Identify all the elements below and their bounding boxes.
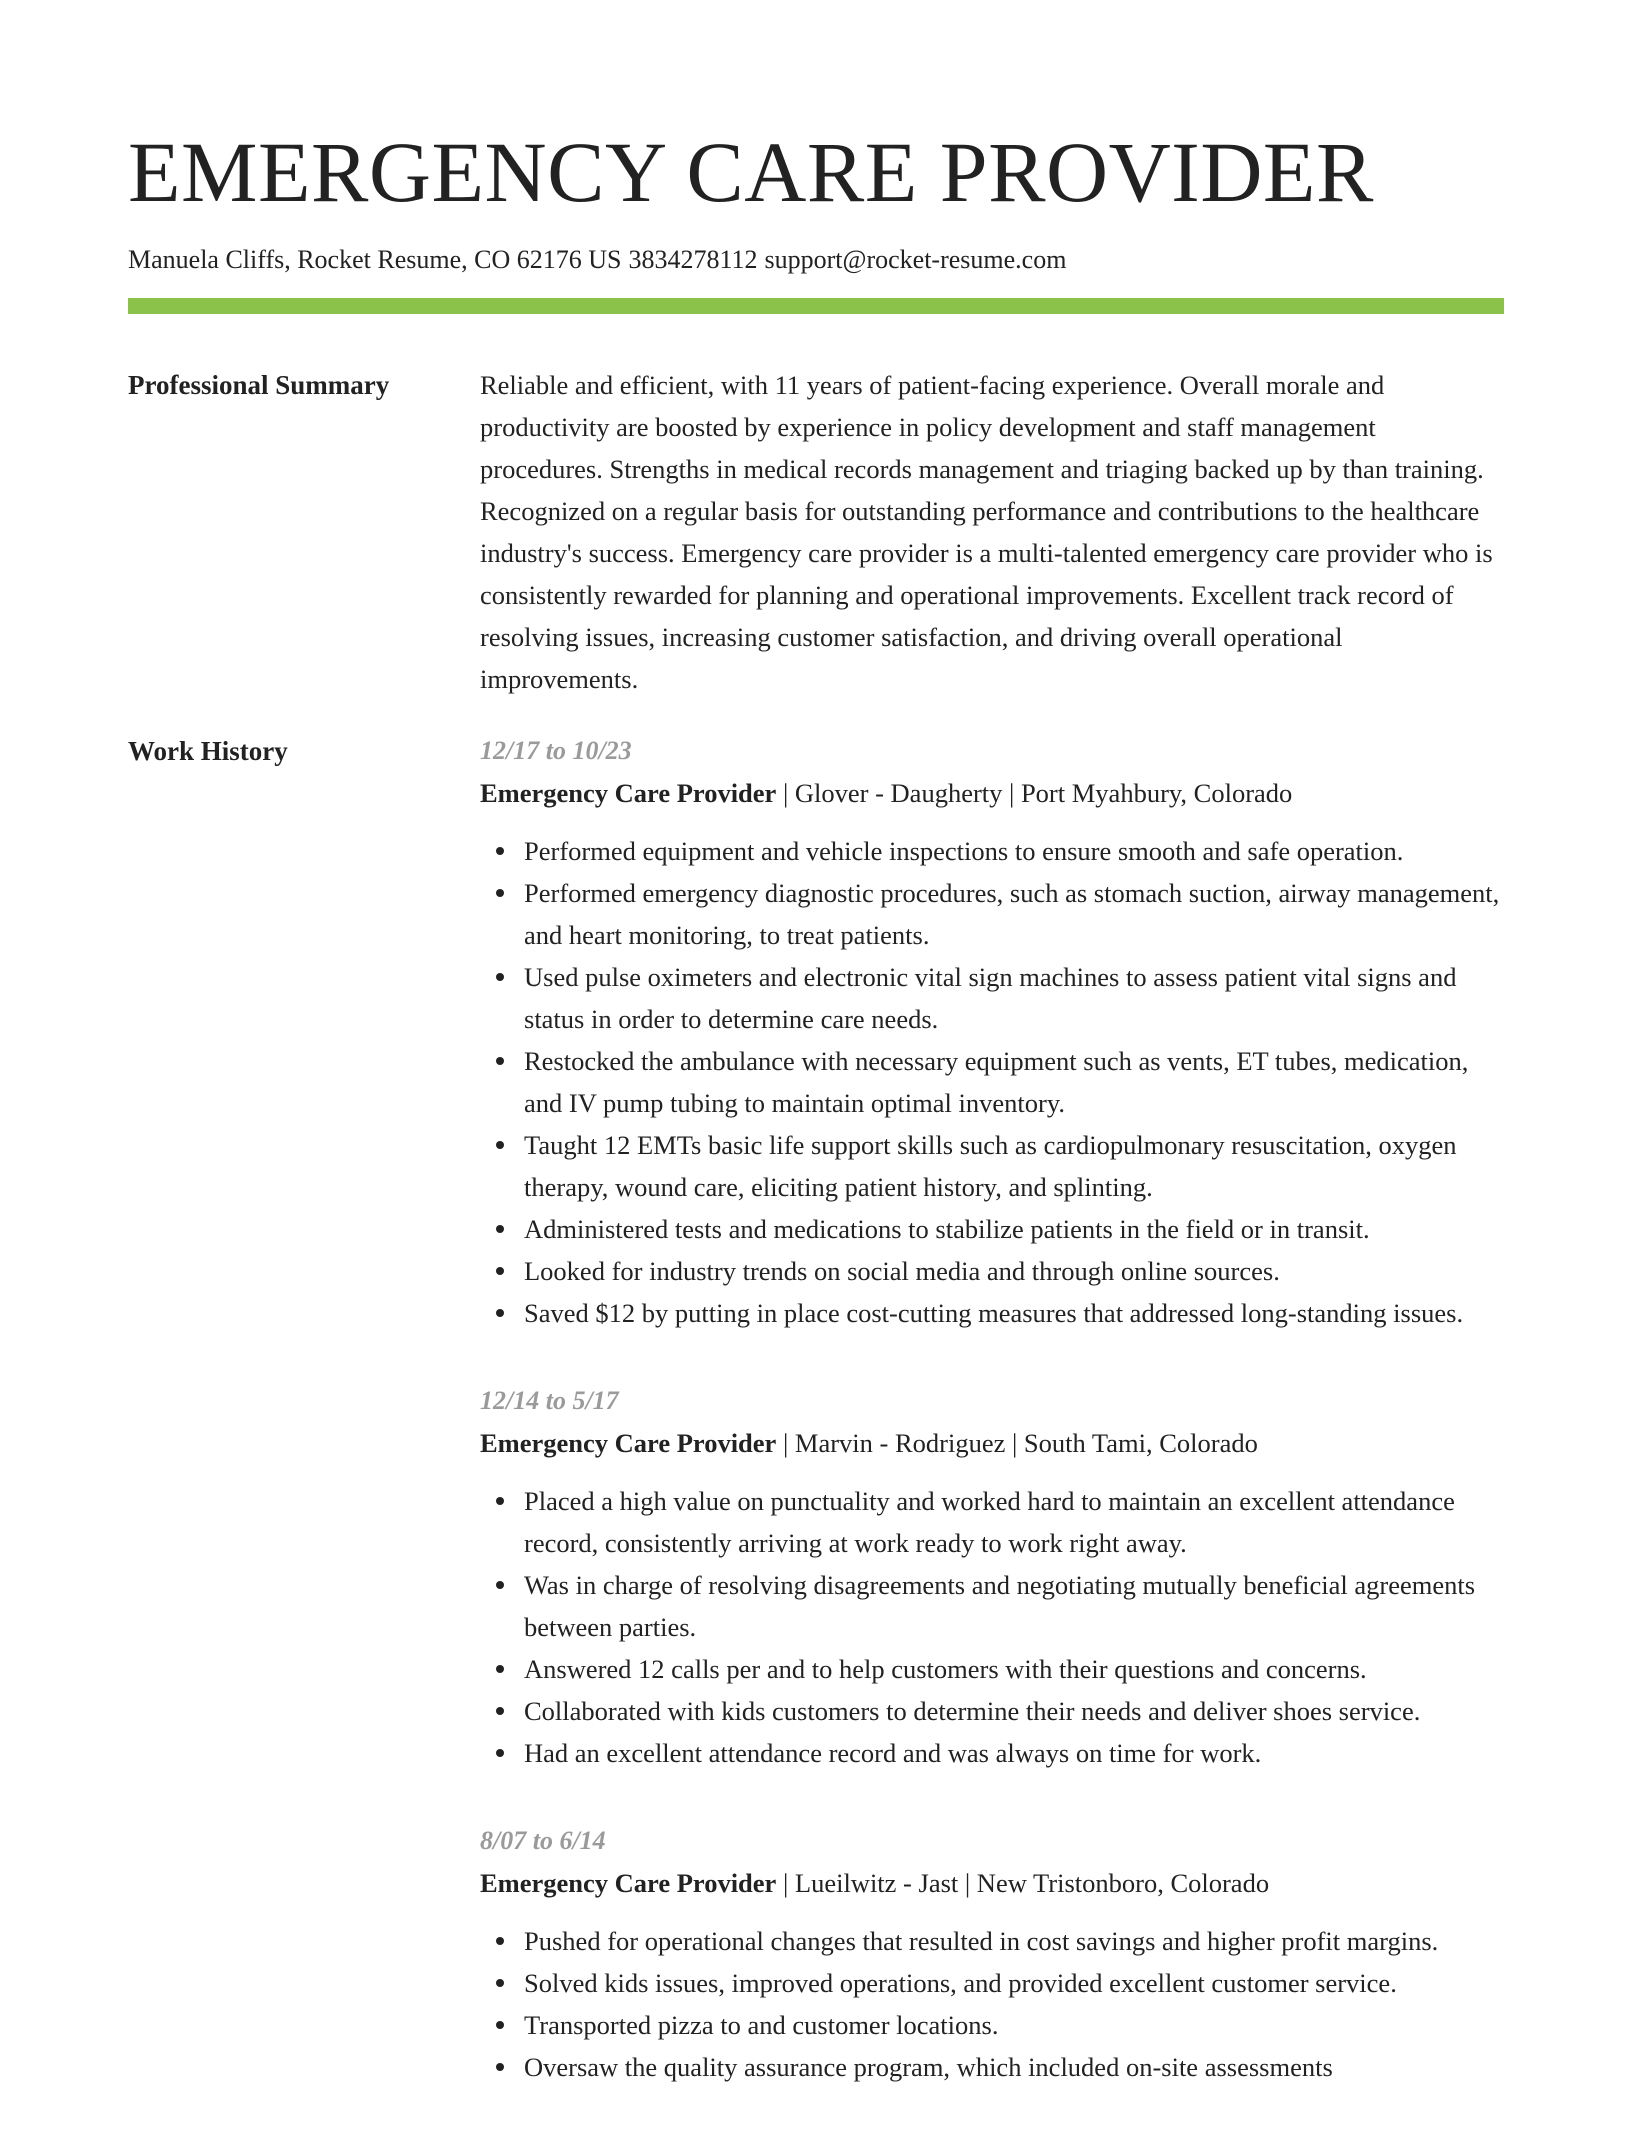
- job-employer-location: | Marvin - Rodriguez | South Tami, Colorado: [776, 1428, 1258, 1458]
- job-title: Emergency Care Provider: [480, 778, 777, 808]
- job-bullet: Performed equipment and vehicle inspections to ensure smooth and safe operation.: [524, 830, 1504, 872]
- job-bullet: Looked for industry trends on social media and through online sources.: [524, 1250, 1504, 1292]
- job-bullet: Restocked the ambulance with necessary equipment such as vents, ET tubes, medication, and IV pump tubing to maintain optimal inventory.: [524, 1040, 1504, 1124]
- job-bullet: Placed a high value on punctuality and worked hard to maintain an excellent attendance record, consistently arriving at work ready to work right away.: [524, 1480, 1504, 1564]
- job-bullet: Had an excellent attendance record and was always on time for work.: [524, 1732, 1504, 1774]
- job-bullet-list: [480, 1480, 1504, 1774]
- contact-email: support@rocket-resume.com: [764, 245, 1067, 274]
- contact-line: [128, 244, 1504, 276]
- job-entry: [480, 1380, 1504, 1774]
- job-dates: 8/07 to 6/14: [480, 1826, 606, 1855]
- job-title: Emergency Care Provider: [480, 1868, 777, 1898]
- job-heading: [480, 1422, 1504, 1464]
- job-bullet: Solved kids issues, improved operations, and provided excellent customer service.: [524, 1962, 1504, 2004]
- job-bullet: Taught 12 EMTs basic life support skills such as cardiopulmonary resuscitation, oxygen therapy, wound care, eliciting patient history, and splinting.: [524, 1124, 1504, 1208]
- job-title: Emergency Care Provider: [480, 1428, 777, 1458]
- job-bullet: Answered 12 calls per and to help customers with their questions and concerns.: [524, 1648, 1504, 1690]
- job-bullet: Pushed for operational changes that resulted in cost savings and higher profit margins.: [524, 1920, 1504, 1962]
- job-bullet: Transported pizza to and customer locations.: [524, 2004, 1504, 2046]
- job-entry: [480, 1820, 1504, 2088]
- contact-address: Manuela Cliffs, Rocket Resume, CO 62176 US: [128, 245, 622, 274]
- job-bullet: Administered tests and medications to stabilize patients in the field or in transit.: [524, 1208, 1504, 1250]
- job-employer-location: | Glover - Daugherty | Port Myahbury, Colorado: [776, 778, 1293, 808]
- summary-text: Reliable and efficient, with 11 years of patient-facing experience. Overall morale and productivity are boosted by experience in policy development and staff management procedures. Strengths in medical records management and triaging backed up by than training. Recognized on a regular basis for outstanding performance and contributions to the healthcare industry's success. Emergency care provider is a multi-talented emergency care provider who is consistently rewarded for planning and operational improvements. Excellent track record of resolving issues, increasing customer satisfaction, and driving overall operational improvements.: [480, 370, 1493, 694]
- summary-section: [128, 364, 1504, 700]
- job-heading: [480, 1862, 1504, 1904]
- summary-label: Professional Summary: [128, 370, 390, 400]
- job-bullet: Performed emergency diagnostic procedures, such as stomach suction, airway management, and heart monitoring, to treat patients.: [524, 872, 1504, 956]
- job-dates: 12/14 to 5/17: [480, 1386, 619, 1415]
- job-bullet: Was in charge of resolving disagreements and negotiating mutually beneficial agreements between parties.: [524, 1564, 1504, 1648]
- work-history-label: Work History: [128, 736, 288, 766]
- job-bullet-list: [480, 1920, 1504, 2088]
- work-history-section: [128, 730, 1504, 2134]
- job-bullet: Saved $12 by putting in place cost-cutting measures that addressed long-standing issues.: [524, 1292, 1504, 1334]
- header-divider: [128, 298, 1504, 314]
- job-heading: [480, 772, 1504, 814]
- job-bullet: Oversaw the quality assurance program, which included on-site assessments: [524, 2046, 1504, 2088]
- job-employer-location: | Lueilwitz - Jast | New Tristonboro, Colorado: [776, 1868, 1270, 1898]
- job-bullet: Used pulse oximeters and electronic vital sign machines to assess patient vital signs and status in order to determine care needs.: [524, 956, 1504, 1040]
- contact-phone: 3834278112: [628, 245, 758, 274]
- job-dates: 12/17 to 10/23: [480, 736, 632, 765]
- job-bullet-list: [480, 830, 1504, 1334]
- resume-name-heading: EMERGENCY CARE PROVIDER: [128, 124, 1374, 220]
- job-bullet: Collaborated with kids customers to determine their needs and deliver shoes service.: [524, 1690, 1504, 1732]
- job-entry: [480, 730, 1504, 1334]
